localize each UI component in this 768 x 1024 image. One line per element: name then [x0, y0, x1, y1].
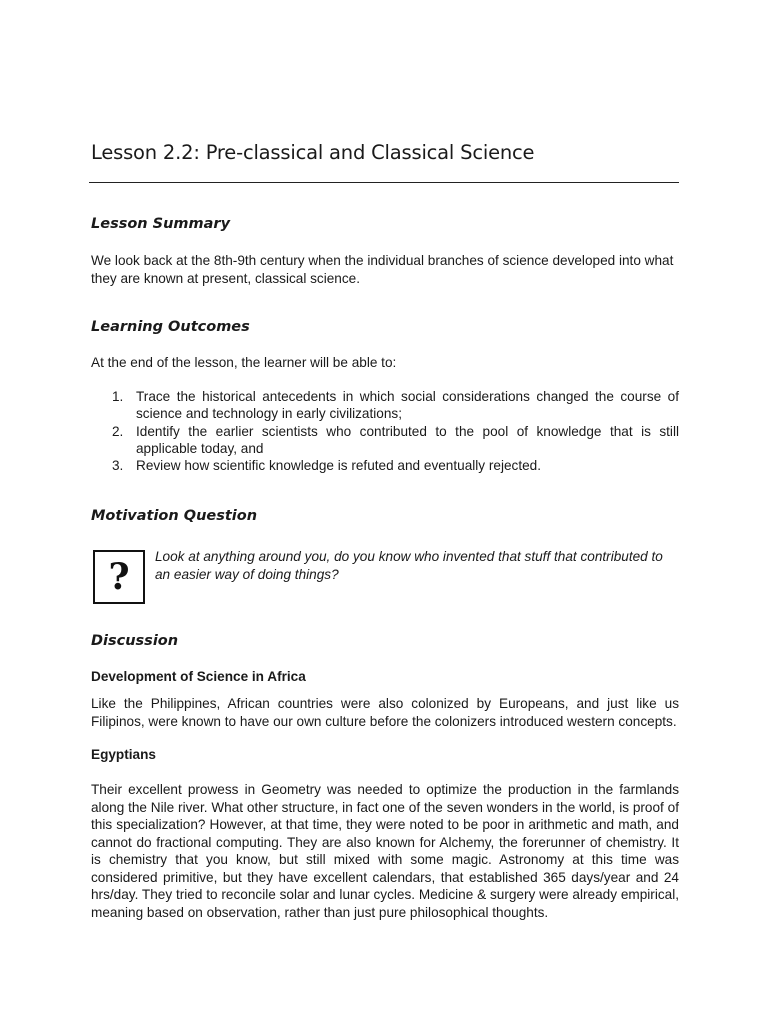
lesson-summary-heading: Lesson Summary [91, 216, 231, 232]
list-item-text: Trace the historical antecedents in which social considerations changed the course of science and technology in early civilizations; [136, 389, 679, 422]
list-item-number: 1. [112, 389, 124, 404]
list-item-text: Identify the earlier scientists who contributed to the pool of knowledge that is still applicable today, and [136, 423, 679, 456]
list-item [91, 423, 679, 458]
title-divider [89, 182, 679, 183]
list-item [91, 457, 679, 474]
africa-subheading: Development of Science in Africa [91, 669, 306, 684]
learning-outcomes-list [91, 388, 679, 474]
list-item-number: 2. [112, 423, 124, 439]
list-item-number: 3. [112, 458, 124, 474]
list-item [91, 388, 679, 423]
africa-paragraph: Like the Philippines, African countries were also colonized by Europeans, and just like us Filipinos, were known to have our own culture before the colonizers introduced western concepts. [91, 696, 679, 729]
question-mark-box-icon: ? [93, 550, 145, 604]
egyptians-paragraph: Their excellent prowess in Geometry was needed to optimize the production in the farmlands along the Nile river. What other structure, in fact one of the seven wonders in the world, is proof of this specialization? However, at that time, they were noted to be poor in arithmetic and math, and cannot do fractional computing. They are also known for Alchemy, the forerunner of chemistry. It is chemistry that you know, but still mixed with some magic. Astronomy at this time was considered primitive, but they have excellent calendars, that established 365 days/year and 24 hrs/day. They tried to reconcile solar and lunar cycles. Medicine & surgery were already empirical, meaning based on observation, rather than just pure philosophical thoughts. [91, 782, 679, 920]
motivation-question-heading: Motivation Question [91, 508, 258, 524]
lesson-title: Lesson 2.2: Pre-classical and Classical Science [91, 141, 535, 164]
discussion-heading: Discussion [91, 633, 179, 649]
learning-outcomes-intro: At the end of the lesson, the learner will be able to: [91, 355, 397, 370]
egyptians-subheading: Egyptians [91, 747, 156, 762]
learning-outcomes-heading: Learning Outcomes [91, 319, 250, 335]
list-item-text: Review how scientific knowledge is refuted and eventually rejected. [136, 458, 542, 474]
motivation-question-text: Look at anything around you, do you know who invented that stuff that contributed to an easier way of doing things? [155, 549, 663, 582]
lesson-summary-text: We look back at the 8th-9th century when the individual branches of science developed into what they are known at present, classical science. [91, 253, 674, 286]
